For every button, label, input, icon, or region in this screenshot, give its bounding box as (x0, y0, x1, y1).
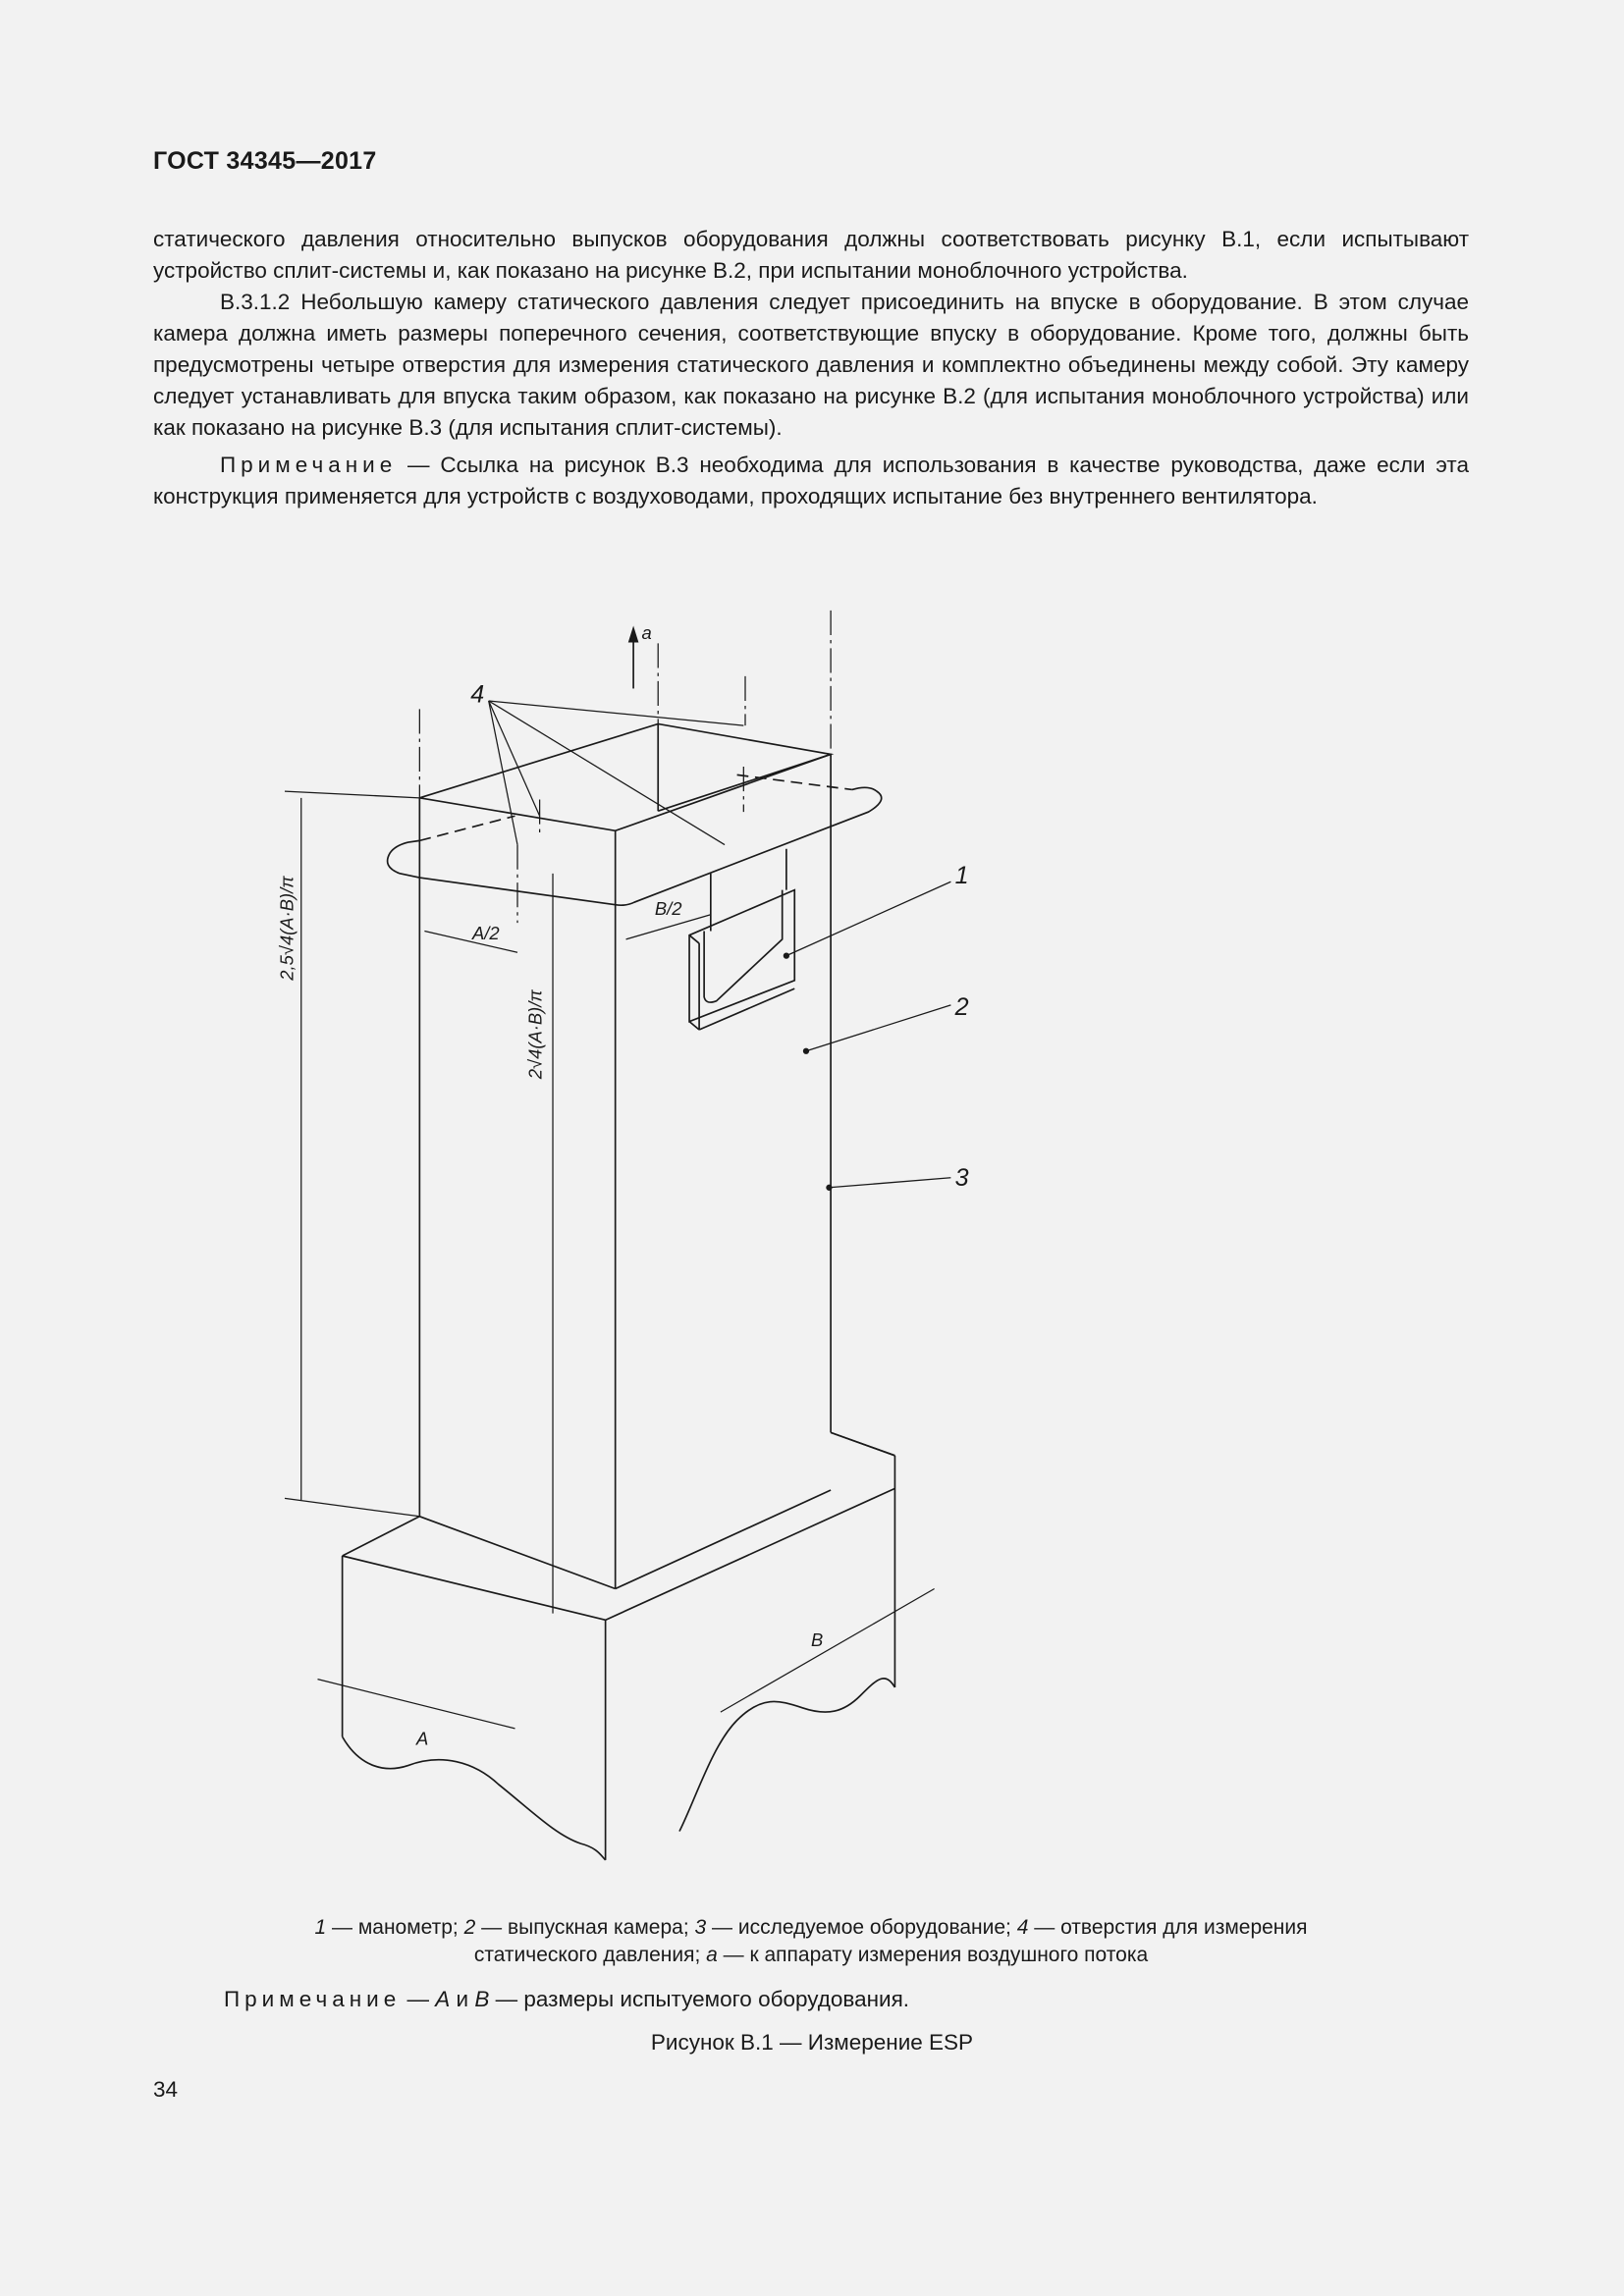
legend-num-4: 4 (1016, 1916, 1029, 1939)
figure-caption: Рисунок В.1 — Измерение ESP (650, 2030, 974, 2055)
callout-3: 3 (954, 1164, 969, 1193)
legend-text-3: — исследуемое оборудование; (706, 1916, 1017, 1939)
dim-height-outer: 2,5√4(A·B)/π (276, 876, 298, 981)
legend-num-1: 1 (314, 1916, 327, 1939)
legend-text-a: — к аппарату измерения воздушного потока (717, 1944, 1149, 1966)
page-number: 34 (153, 2077, 179, 2102)
note-paragraph (153, 450, 1469, 512)
figure-legend (153, 1914, 1469, 1969)
paragraph-continuation: статического давления относительно выпусков оборудования должны соответствовать рисунку В.1, если испытывают устройство сплит-системы и, как показано на рисунке В.2, при испытании моноблочного устройства. (153, 227, 1469, 283)
figure-note-and: и (450, 1987, 475, 2011)
discharge-chamber (419, 723, 831, 1588)
airflow-arrow (629, 622, 652, 688)
figure-note (224, 1987, 909, 2012)
figure-note-var-a: A (435, 1987, 451, 2011)
callout-4: 4 (470, 680, 485, 709)
figure-drawing (153, 569, 1469, 1885)
legend-letter-a: a (706, 1944, 718, 1966)
note-dash: — (397, 453, 441, 477)
callout-leaders (784, 862, 968, 1192)
piezometer-ring (388, 774, 882, 905)
note-label: Примечание (220, 453, 398, 477)
paragraph-b3-1-2: В.3.1.2 Небольшую камеру статического давления следует присоединить на впуске в оборудование. В этом случае камера должна иметь размеры поперечного сечения, соответствующие впуску в оборудование. Кроме того, должны быть предусмотрены четыре отверстия для измерения статического давления и комплектно объединены между собой. Эту камеру следует устанавливать для впуска таким образом, как показано на рисунке В.2 (для испытания моноблочного устройства) или как показано на рисунке В.3 (для испытания сплит-системы). (153, 290, 1469, 440)
dimension-lines (285, 791, 935, 1729)
dim-b-half: B/2 (654, 897, 682, 919)
dim-a-half: A/2 (471, 922, 500, 943)
figure-note-dash: — (401, 1987, 436, 2011)
document-header: ГОСТ 34345—2017 (153, 147, 377, 175)
manometer (689, 849, 794, 1030)
callout-4-leaders (470, 681, 743, 845)
centerlines (419, 611, 831, 923)
legend-text-4b: статического давления; (473, 1944, 707, 1966)
legend-text-1: — манометр; (326, 1916, 464, 1939)
dim-a: A (416, 1728, 429, 1749)
arrow-a-label: a (641, 622, 652, 644)
legend-line-1 (153, 1914, 1469, 1942)
note-text: Ссылка на рисунок В.3 необходима для использования в качестве руководства, даже если эта конструкция применяется для устройств с воздуховодами, проходящих испытание без внутреннего вентилятора. (153, 453, 1469, 508)
legend-line-2 (153, 1942, 1469, 1969)
legend-num-3: 3 (694, 1916, 707, 1939)
callout-1: 1 (954, 861, 969, 889)
legend-text-4: — отверстия для измерения (1028, 1916, 1308, 1939)
figure-note-var-b: B (474, 1987, 490, 2011)
dim-height-inner: 2√4(A·B)/π (524, 989, 546, 1080)
figure-note-label: Примечание (224, 1987, 402, 2011)
figure-note-text: — размеры испытуемого оборудования. (489, 1987, 910, 2011)
callout-2: 2 (954, 992, 969, 1021)
dim-b: B (811, 1629, 824, 1651)
legend-num-2: 2 (463, 1916, 476, 1939)
legend-text-2: — выпускная камера; (475, 1916, 695, 1939)
figure-b1 (153, 569, 1469, 1885)
